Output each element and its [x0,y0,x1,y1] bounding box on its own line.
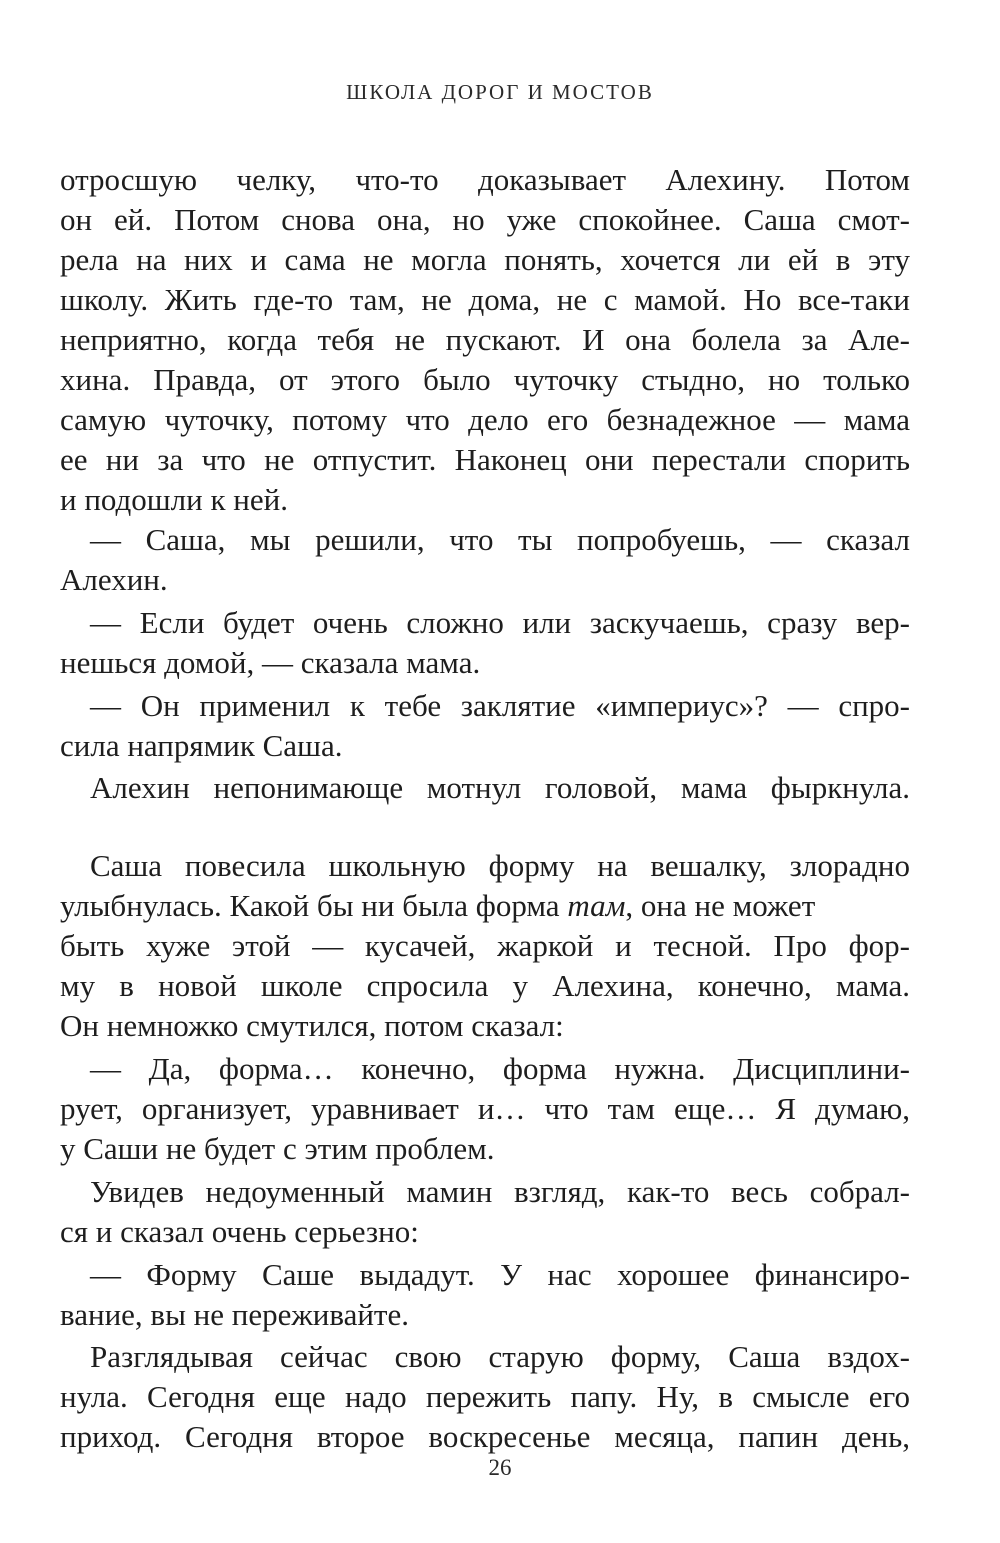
text-line: сила напрямик Саша. [60,728,343,763]
text-line: рует, организует, уравнивает и… что там еще… Я думаю, [60,1091,910,1126]
text-line: быть хуже этой — кусачей, жаркой и тесной. Про фор- [60,928,910,963]
text-line: отросшую челку, что-то доказывает Алехину. Потом [60,162,910,197]
paragraph-start-line: Разглядывая сейчас свою старую форму, Саша вздох- [90,1339,910,1374]
text-line: и подошли к ней. [60,482,288,517]
text-fragment: улыбнулась. Какой бы ни была форма [60,888,560,923]
text-line: Алехин. [60,562,168,597]
text-line-with-italic [60,886,910,926]
text-line: школу. Жить где-то там, не дома, не с мамой. Но все-таки [60,282,910,317]
text-line: му в новой школе спросила у Алехина, конечно, мама. [60,968,910,1003]
text-line: неприятно, когда тебя не пускают. И она болела за Але- [60,322,910,357]
paragraph-start-line: Саша повесила школьную форму на вешалку, злорадно [90,848,910,883]
paragraph-start-line: Увидев недоуменный мамин взгляд, как-то весь собрал- [90,1174,910,1209]
text-line: Он немножко смутился, потом сказал: [60,1008,564,1043]
text-line: рела на них и сама не могла понять, хочется ли ей в эту [60,242,910,277]
text-line: ее ни за что не отпустит. Наконец они перестали спорить [60,442,910,477]
text-line: самую чуточку, потому что дело его безнадежное — мама [60,402,910,437]
text-line: хина. Правда, от этого было чуточку стыдно, но только [60,362,910,397]
text-line: он ей. Потом снова она, но уже спокойнее. Саша смот- [60,202,910,237]
dialogue-line: — Он применил к тебе заклятие «империус»? — спро- [90,688,910,723]
dialogue-line: — Форму Саше выдадут. У нас хорошее финансиро- [90,1257,910,1292]
dialogue-line: — Если будет очень сложно или заскучаешь, сразу вер- [90,605,910,640]
text-line: ся и сказал очень серьезно: [60,1214,419,1249]
dialogue-line: — Саша, мы решили, что ты попробуешь, — сказал [90,522,910,557]
text-line: нула. Сегодня еще надо пережить папу. Ну, в смысле его [60,1379,910,1414]
dialogue-line: — Да, форма… конечно, форма нужна. Дисциплини- [90,1051,910,1086]
text-line: вание, вы не переживайте. [60,1297,409,1332]
text-line: у Саши не будет с этим проблем. [60,1131,495,1166]
italic-word: там [567,888,626,923]
running-head: ШКОЛА ДОРОГ И МОСТОВ [346,80,654,104]
paragraph-start-line: Алехин непонимающе мотнул головой, мама фыркнула. [90,770,910,805]
text-line: приход. Сегодня второе воскресенье месяца, папин день, [60,1419,910,1454]
text-fragment: , она не может [625,888,816,923]
page-number: 26 [488,1455,512,1480]
text-line: нешься домой, — сказала мама. [60,645,481,680]
